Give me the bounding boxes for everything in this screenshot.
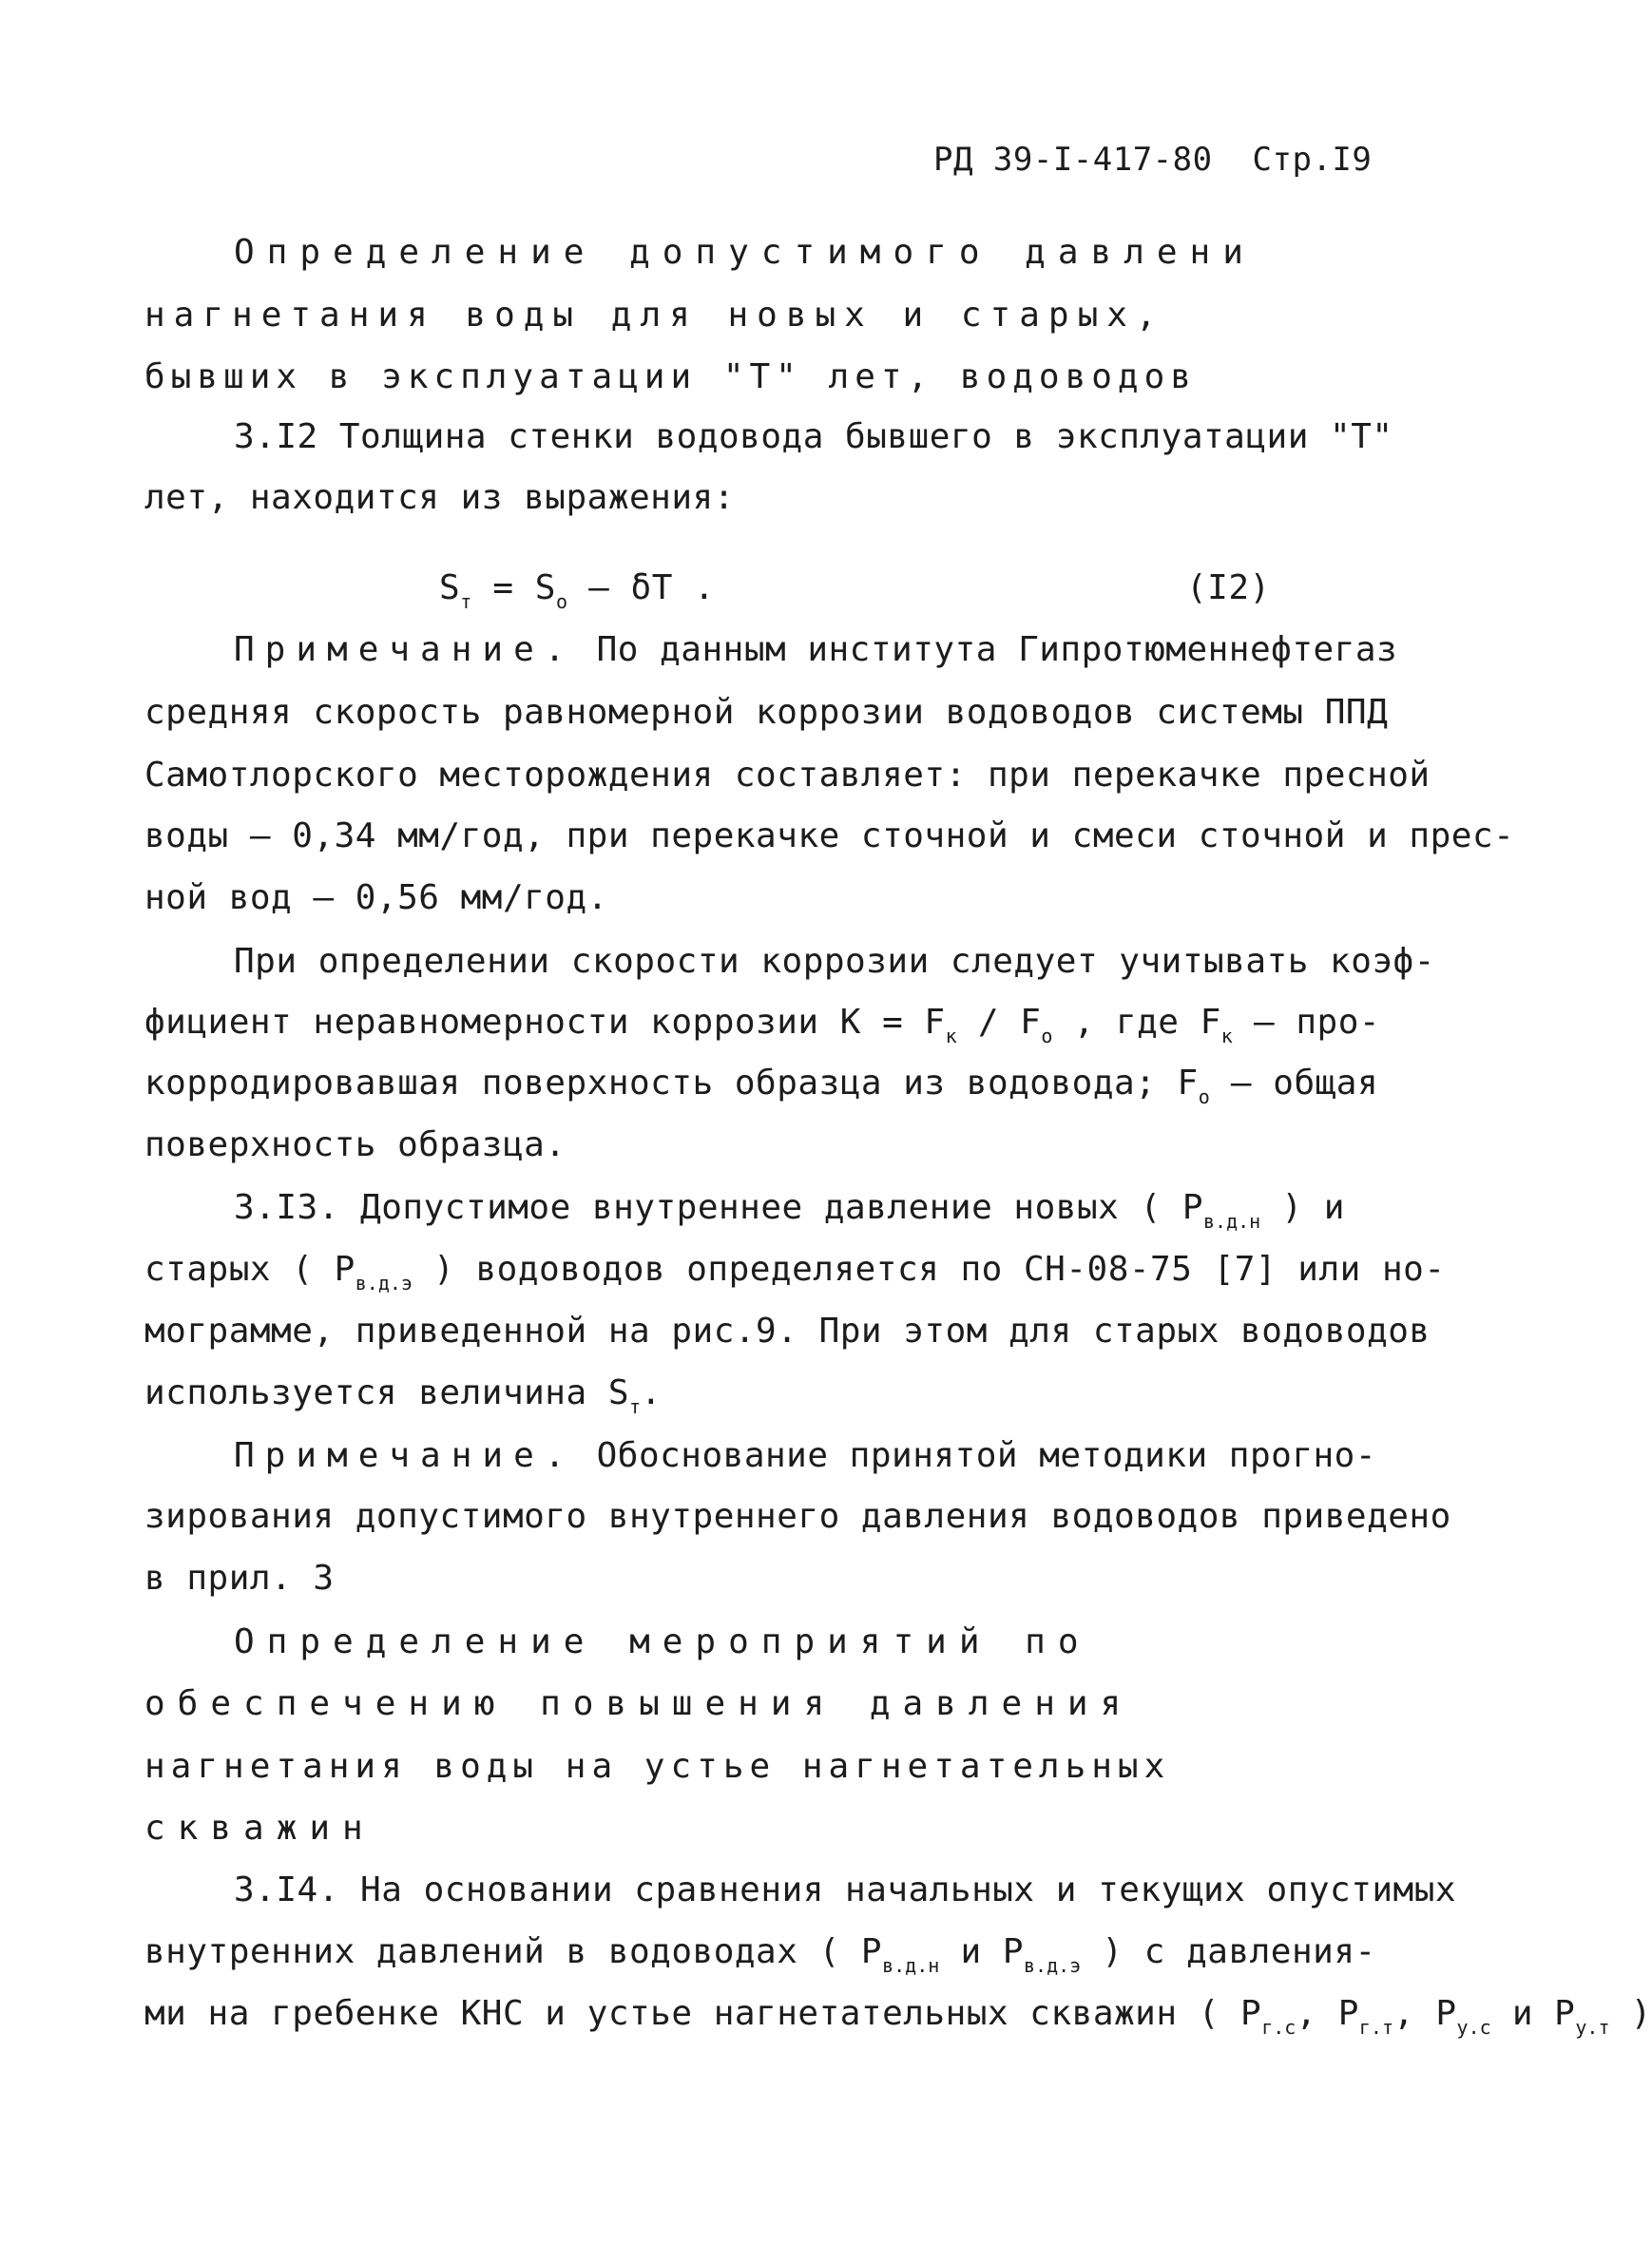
note-line: в прил. 3 <box>144 1559 335 1598</box>
note-line: Самотлорского месторождения составляет: при перекачке пресной <box>144 756 1431 795</box>
note-line: зирования допустимого внутреннего давления водоводов приведено <box>144 1497 1451 1536</box>
note-line: ной вод – 0,56 мм/год. <box>144 878 608 917</box>
equation-number: (I2) <box>1186 568 1271 607</box>
section-heading-line: бывших в эксплуатации "Т" лет, водоводов <box>144 357 1197 396</box>
paragraph-line: мограмме, приведенной на рис.9. При этом для старых водоводов <box>144 1312 1431 1351</box>
document-code: РД 39-I-417-80 <box>933 141 1213 179</box>
paragraph-line: старых ( $P_{в.д.э}$ ) водоводов определяется по СН-08-75 [7] или но- <box>144 1250 1446 1295</box>
paragraph-line: поверхность образца. <box>144 1125 567 1164</box>
note-label: Примечание. <box>234 1436 576 1475</box>
page-header <box>933 138 1372 182</box>
section-heading-line: нагнетания воды для новых и старых, <box>144 296 1165 335</box>
page-number: Стр.I9 <box>1252 141 1373 179</box>
section-heading-line: Определение допустимого давлени <box>234 233 1256 272</box>
formula-12: $S_т = S_о - \delta Т$ . <box>439 568 716 613</box>
section-heading-line: скважин <box>144 1809 375 1848</box>
paragraph-line: При определении скорости коррозии следует учитывать коэф- <box>234 942 1435 981</box>
paragraph-line: лет, находится из выражения: <box>144 478 735 517</box>
paragraph-line: корродировавшая поверхность образца из водовода; $F_о$ – общая <box>144 1064 1379 1108</box>
section-heading-line: нагнетания воды на устье нагнетательных <box>144 1747 1171 1786</box>
paragraph-line: внутренних давлений в водоводах ( $P_{в.д.н}$ и $P_{в.д.э}$ ) с давления- <box>144 1932 1376 1977</box>
note-line: Примечание. По данным института Гипротюменнефтегаз <box>234 630 1398 669</box>
paragraph-line: используется величина $S_т$. <box>144 1373 663 1418</box>
note-line: Примечание. Обоснование принятой методики прогно- <box>234 1436 1377 1475</box>
note-label: Примечание. <box>234 630 576 669</box>
note-line: воды – 0,34 мм/год, при перекачке сточной и смеси сточной и прес- <box>144 816 1515 855</box>
note-line: средняя скорость равномерной коррозии водоводов системы ППД <box>144 693 1389 732</box>
paragraph-line: 3.I4. На основании сравнения начальных и текущих опустимых <box>234 1870 1457 1909</box>
paragraph-line: 3.I2 Толщина стенки водовода бывшего в эксплуатации "Т" <box>234 417 1393 456</box>
paragraph-line: 3.I3. Допустимое внутреннее давление новых ( $P_{в.д.н}$ ) и <box>234 1188 1345 1233</box>
section-heading-line: Определение мероприятий по <box>234 1622 1091 1661</box>
paragraph-line: фициент неравномерности коррозии $К = F_к / F_о$ , где $F_к - про-$ <box>144 1003 1381 1047</box>
section-heading-line: обеспечению повышения давления <box>144 1684 1134 1723</box>
paragraph-line: ми на гребенке КНС и устье нагнетательных скважин ( $P_{г.с}$, $P_{г.т}$, $P_{у.с}$ и $P_{у.т}$ ) <box>144 1994 1652 2039</box>
